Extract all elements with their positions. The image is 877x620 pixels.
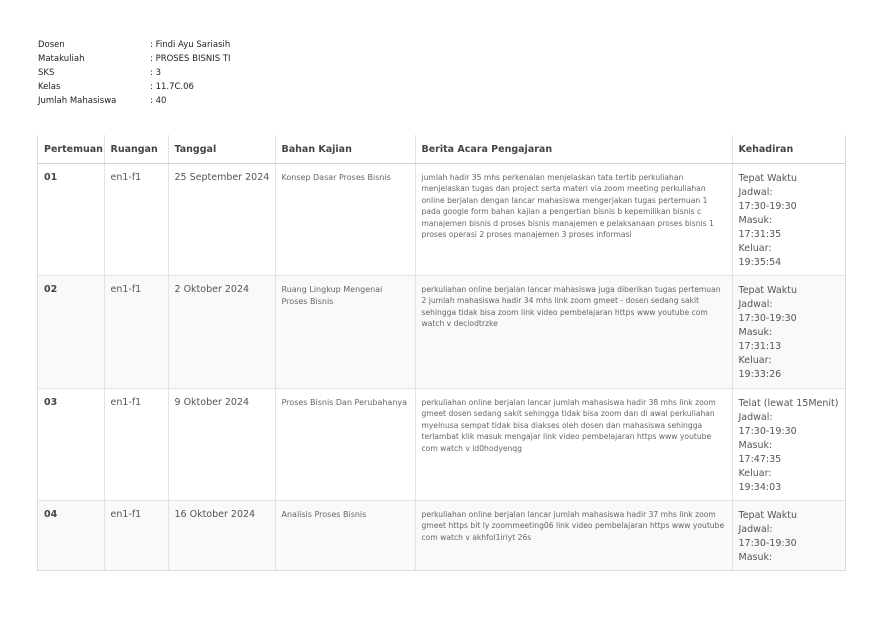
kehadiran-jadwal: 17:30-19:30 (738, 538, 797, 549)
cell-pertemuan: 01 (38, 164, 104, 276)
cell-berita-acara: jumlah hadir 35 mhs perkenalan menjelaskan tata tertib perkuliahan menjelaskan tugas dan project serta materi via zoom meeting perkuliahan online berjalan dengan lancar mahasiswa mengerjakan tugas pertemuan 1 pada google form bahan kajian a pengertian bisnis b kepemilikan bisnis c manajemen bisnis d proses bisnis manajemen e pelaksanaan proses bisnis 1 proses operasi 2 proses manajemen 3 proses informasi (415, 164, 732, 276)
course-info (38, 38, 231, 108)
info-value: : Findi Ayu Sariasih (150, 40, 231, 50)
cell-ruangan: en1-f1 (104, 276, 168, 389)
kehadiran-keluar-label: Keluar: (738, 355, 772, 366)
cell-kehadiran (732, 164, 846, 276)
header-bahan-kajian: Bahan Kajian (275, 135, 415, 164)
cell-bahan-kajian: Analisis Proses Bisnis (275, 501, 415, 572)
table-row (38, 276, 846, 389)
info-row-kelas (38, 80, 231, 94)
cell-bahan-kajian: Proses Bisnis Dan Perubahanya (275, 389, 415, 501)
info-label: Jumlah Mahasiswa (38, 96, 117, 106)
cell-bahan-kajian: Ruang Lingkup Mengenai Proses Bisnis (275, 276, 415, 389)
kehadiran-status: Telat (lewat 15Menit) (738, 398, 839, 409)
kehadiran-status: Tepat Waktu (738, 285, 797, 296)
header-ruangan: Ruangan (104, 135, 168, 164)
table-row (38, 164, 846, 276)
table-header-row (38, 135, 846, 164)
cell-tanggal: 25 September 2024 (168, 164, 275, 276)
kehadiran-masuk: 17:47:35 (738, 454, 782, 465)
header-berita-acara: Berita Acara Pengajaran (415, 135, 732, 164)
header-tanggal: Tanggal (168, 135, 275, 164)
cell-ruangan: en1-f1 (104, 501, 168, 572)
info-value: : 11.7C.06 (150, 82, 194, 92)
kehadiran-masuk-label: Masuk: (738, 327, 773, 338)
table-row (38, 389, 846, 501)
table-row (38, 501, 846, 572)
kehadiran-keluar-label: Keluar: (738, 468, 772, 479)
cell-berita-acara: perkuliahan online berjalan lancar jumlah mahasiswa hadir 38 mhs link zoom gmeet dosen sedang sakit sehingga tidak bisa zoom dan di awal perkuliahan myelnusa sempat tidak bisa diakses oleh dosen dan mahasiswa sehingga terlambat klik masuk mengajar link video pembelajaran https www youtube com watch v ld0hodyenqg (415, 389, 732, 501)
kehadiran-masuk: 17:31:13 (738, 341, 782, 352)
kehadiran-keluar: 19:35:54 (738, 257, 782, 268)
header-pertemuan: Pertemuan (38, 135, 104, 164)
cell-pertemuan: 02 (38, 276, 104, 389)
header-kehadiran: Kehadiran (732, 135, 846, 164)
cell-berita-acara: perkuliahan online berjalan lancar jumlah mahasiswa hadir 37 mhs link zoom gmeet https bit ly zoommeeting06 link video pembelajaran https www youtube com watch v akhfol1iriyt 26s (415, 501, 732, 572)
kehadiran-masuk-label: Masuk: (738, 552, 773, 563)
info-value: : PROSES BISNIS TI (150, 54, 231, 64)
info-value: : 3 (150, 68, 161, 78)
kehadiran-jadwal: 17:30-19:30 (738, 201, 797, 212)
cell-tanggal: 9 Oktober 2024 (168, 389, 275, 501)
kehadiran-masuk-label: Masuk: (738, 215, 773, 226)
kehadiran-jadwal: 17:30-19:30 (738, 426, 797, 437)
cell-ruangan: en1-f1 (104, 389, 168, 501)
info-row-sks (38, 66, 231, 80)
kehadiran-keluar: 19:34:03 (738, 482, 782, 493)
info-row-jumlah-mahasiswa (38, 94, 231, 108)
info-row-matakuliah (38, 52, 231, 66)
cell-kehadiran (732, 276, 846, 389)
cell-pertemuan: 03 (38, 389, 104, 501)
cell-pertemuan: 04 (38, 501, 104, 572)
kehadiran-keluar-label: Keluar: (738, 243, 772, 254)
kehadiran-status: Tepat Waktu (738, 510, 797, 521)
info-label: Kelas (38, 82, 61, 92)
kehadiran-keluar: 19:33:26 (738, 369, 782, 380)
kehadiran-jadwal: 17:30-19:30 (738, 313, 797, 324)
info-value: : 40 (150, 96, 167, 106)
kehadiran-masuk-label: Masuk: (738, 440, 773, 451)
kehadiran-jadwal-label: Jadwal: (738, 412, 773, 423)
attendance-table-container (37, 135, 846, 571)
info-row-dosen (38, 38, 231, 52)
kehadiran-jadwal-label: Jadwal: (738, 187, 773, 198)
cell-ruangan: en1-f1 (104, 164, 168, 276)
kehadiran-status: Tepat Waktu (738, 173, 797, 184)
cell-berita-acara: perkuliahan online berjalan lancar mahasiswa juga diberikan tugas pertemuan 2 jumlah mahasiswa hadir 34 mhs link zoom gmeet - dosen sedang sakit sehingga tidak bisa zoom link video pembelajaran https www youtube com watch v deciodtrzke (415, 276, 732, 389)
kehadiran-jadwal-label: Jadwal: (738, 299, 773, 310)
attendance-table (38, 135, 846, 571)
info-label: SKS (38, 68, 55, 78)
kehadiran-jadwal-label: Jadwal: (738, 524, 773, 535)
info-label: Matakuliah (38, 54, 85, 64)
info-label: Dosen (38, 40, 65, 50)
cell-kehadiran (732, 501, 846, 572)
cell-kehadiran (732, 389, 846, 501)
cell-tanggal: 2 Oktober 2024 (168, 276, 275, 389)
kehadiran-masuk: 17:31:35 (738, 229, 782, 240)
cell-tanggal: 16 Oktober 2024 (168, 501, 275, 572)
cell-bahan-kajian: Konsep Dasar Proses Bisnis (275, 164, 415, 276)
